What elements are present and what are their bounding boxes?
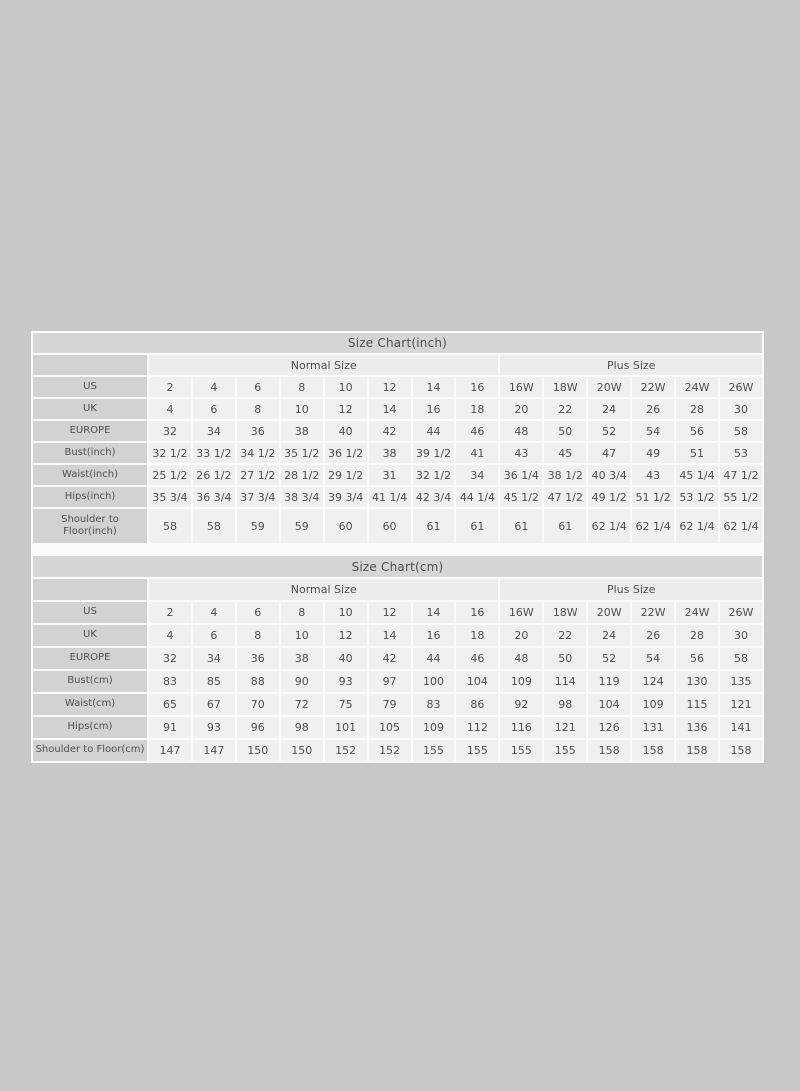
table-row	[33, 671, 762, 692]
size-value-cell: 35 3/4	[149, 487, 191, 507]
size-value-cell: 8	[237, 625, 279, 646]
chart-title-row	[33, 333, 762, 353]
size-value-cell: 158	[720, 740, 762, 761]
size-value-cell: 150	[237, 740, 279, 761]
size-value-cell: 4	[193, 377, 235, 397]
size-value-cell: 37 3/4	[237, 487, 279, 507]
size-value-cell: 105	[369, 717, 411, 738]
size-value-cell: 98	[544, 694, 586, 715]
size-value-cell: 14	[413, 377, 455, 397]
size-value-cell: 10	[281, 399, 323, 419]
size-value-cell: 28	[676, 625, 718, 646]
size-value-cell: 44	[413, 421, 455, 441]
size-value-cell: 40	[325, 648, 367, 669]
size-value-cell: 27 1/2	[237, 465, 279, 485]
size-value-cell: 14	[413, 602, 455, 623]
size-value-cell: 20	[500, 399, 542, 419]
size-value-cell: 109	[413, 717, 455, 738]
size-value-cell: 38	[369, 443, 411, 463]
size-value-cell: 88	[237, 671, 279, 692]
size-value-cell: 12	[369, 602, 411, 623]
size-value-cell: 47 1/2	[720, 465, 762, 485]
size-value-cell: 109	[632, 694, 674, 715]
size-value-cell: 26	[632, 625, 674, 646]
size-value-cell: 32	[149, 648, 191, 669]
table-row	[33, 465, 762, 485]
size-group-header: Plus Size	[500, 355, 762, 375]
row-label: Hips(cm)	[33, 717, 147, 738]
size-value-cell: 114	[544, 671, 586, 692]
size-value-cell: 8	[281, 602, 323, 623]
size-value-cell: 58	[193, 509, 235, 543]
size-value-cell: 4	[149, 399, 191, 419]
row-label: EUROPE	[33, 648, 147, 669]
size-value-cell: 60	[325, 509, 367, 543]
size-value-cell: 26W	[720, 377, 762, 397]
chart-title: Size Chart(cm)	[33, 556, 762, 577]
size-value-cell: 10	[281, 625, 323, 646]
size-value-cell: 130	[676, 671, 718, 692]
size-value-cell: 53 1/2	[676, 487, 718, 507]
size-value-cell: 52	[588, 648, 630, 669]
size-value-cell: 26W	[720, 602, 762, 623]
table-row	[33, 377, 762, 397]
size-value-cell: 47	[588, 443, 630, 463]
size-value-cell: 12	[325, 625, 367, 646]
size-value-cell: 45	[544, 443, 586, 463]
size-value-cell: 150	[281, 740, 323, 761]
size-value-cell: 50	[544, 421, 586, 441]
size-value-cell: 45 1/2	[500, 487, 542, 507]
size-value-cell: 79	[369, 694, 411, 715]
size-value-cell: 38 1/2	[544, 465, 586, 485]
size-value-cell: 72	[281, 694, 323, 715]
row-label: Waist(cm)	[33, 694, 147, 715]
size-value-cell: 51 1/2	[632, 487, 674, 507]
row-label: Shoulder to Floor(inch)	[33, 509, 147, 543]
size-value-cell: 16W	[500, 377, 542, 397]
size-value-cell: 30	[720, 625, 762, 646]
size-value-cell: 20W	[588, 377, 630, 397]
size-value-cell: 147	[149, 740, 191, 761]
size-value-cell: 39 1/2	[413, 443, 455, 463]
size-value-cell: 112	[456, 717, 498, 738]
size-value-cell: 38	[281, 648, 323, 669]
row-label: US	[33, 377, 147, 397]
size-value-cell: 83	[149, 671, 191, 692]
size-value-cell: 152	[369, 740, 411, 761]
size-value-cell: 24	[588, 625, 630, 646]
size-value-cell: 97	[369, 671, 411, 692]
size-value-cell: 96	[237, 717, 279, 738]
chart-title-row	[33, 556, 762, 577]
size-group-header: Plus Size	[500, 579, 762, 600]
size-value-cell: 54	[632, 421, 674, 441]
size-value-cell: 126	[588, 717, 630, 738]
size-value-cell: 36	[237, 421, 279, 441]
size-value-cell: 56	[676, 648, 718, 669]
size-value-cell: 2	[149, 602, 191, 623]
size-value-cell: 61	[456, 509, 498, 543]
size-value-cell: 28 1/2	[281, 465, 323, 485]
size-value-cell: 48	[500, 421, 542, 441]
size-value-cell: 91	[149, 717, 191, 738]
size-value-cell: 119	[588, 671, 630, 692]
table-row	[33, 421, 762, 441]
size-value-cell: 116	[500, 717, 542, 738]
corner-cell	[33, 579, 147, 600]
size-value-cell: 24W	[676, 377, 718, 397]
size-value-cell: 46	[456, 648, 498, 669]
size-value-cell: 33 1/2	[193, 443, 235, 463]
chart-title: Size Chart(inch)	[33, 333, 762, 353]
size-chart-panel	[31, 331, 764, 763]
size-value-cell: 40 3/4	[588, 465, 630, 485]
size-value-cell: 135	[720, 671, 762, 692]
size-value-cell: 70	[237, 694, 279, 715]
size-value-cell: 56	[676, 421, 718, 441]
size-value-cell: 22	[544, 399, 586, 419]
size-value-cell: 61	[544, 509, 586, 543]
size-value-cell: 44	[413, 648, 455, 669]
size-value-cell: 42	[369, 421, 411, 441]
size-value-cell: 152	[325, 740, 367, 761]
group-header-row	[33, 355, 762, 375]
size-value-cell: 10	[325, 602, 367, 623]
size-value-cell: 53	[720, 443, 762, 463]
size-value-cell: 24	[588, 399, 630, 419]
size-value-cell: 34	[193, 421, 235, 441]
size-value-cell: 136	[676, 717, 718, 738]
size-value-cell: 38 3/4	[281, 487, 323, 507]
size-value-cell: 12	[369, 377, 411, 397]
size-value-cell: 25 1/2	[149, 465, 191, 485]
size-value-cell: 44 1/4	[456, 487, 498, 507]
size-value-cell: 46	[456, 421, 498, 441]
table-row	[33, 648, 762, 669]
size-value-cell: 61	[413, 509, 455, 543]
table-row	[33, 625, 762, 646]
size-chart-table-cm	[31, 554, 764, 763]
size-value-cell: 100	[413, 671, 455, 692]
size-value-cell: 58	[149, 509, 191, 543]
size-value-cell: 16	[413, 399, 455, 419]
size-value-cell: 18	[456, 399, 498, 419]
table-row	[33, 717, 762, 738]
size-chart-table-inch	[31, 331, 764, 545]
table-row	[33, 487, 762, 507]
row-label: UK	[33, 399, 147, 419]
size-value-cell: 147	[193, 740, 235, 761]
size-value-cell: 24W	[676, 602, 718, 623]
size-value-cell: 67	[193, 694, 235, 715]
size-value-cell: 43	[500, 443, 542, 463]
row-label: US	[33, 602, 147, 623]
size-value-cell: 104	[588, 694, 630, 715]
row-label: UK	[33, 625, 147, 646]
size-value-cell: 36	[237, 648, 279, 669]
size-value-cell: 32 1/2	[149, 443, 191, 463]
size-group-header: Normal Size	[149, 579, 498, 600]
size-value-cell: 62 1/4	[588, 509, 630, 543]
size-value-cell: 59	[237, 509, 279, 543]
size-value-cell: 155	[544, 740, 586, 761]
size-value-cell: 26 1/2	[193, 465, 235, 485]
size-value-cell: 12	[325, 399, 367, 419]
size-value-cell: 59	[281, 509, 323, 543]
size-value-cell: 39 3/4	[325, 487, 367, 507]
size-value-cell: 62 1/4	[720, 509, 762, 543]
row-label: Hips(inch)	[33, 487, 147, 507]
size-value-cell: 101	[325, 717, 367, 738]
size-value-cell: 58	[720, 648, 762, 669]
size-value-cell: 75	[325, 694, 367, 715]
size-value-cell: 41	[456, 443, 498, 463]
size-value-cell: 18W	[544, 602, 586, 623]
size-value-cell: 62 1/4	[632, 509, 674, 543]
size-value-cell: 86	[456, 694, 498, 715]
size-value-cell: 16	[456, 377, 498, 397]
size-value-cell: 41 1/4	[369, 487, 411, 507]
table-row	[33, 399, 762, 419]
size-value-cell: 20	[500, 625, 542, 646]
size-value-cell: 131	[632, 717, 674, 738]
size-value-cell: 35 1/2	[281, 443, 323, 463]
size-value-cell: 65	[149, 694, 191, 715]
size-value-cell: 4	[193, 602, 235, 623]
size-value-cell: 62 1/4	[676, 509, 718, 543]
size-value-cell: 4	[149, 625, 191, 646]
size-value-cell: 26	[632, 399, 674, 419]
size-value-cell: 6	[237, 377, 279, 397]
size-value-cell: 10	[325, 377, 367, 397]
size-value-cell: 124	[632, 671, 674, 692]
size-value-cell: 47 1/2	[544, 487, 586, 507]
size-value-cell: 45 1/4	[676, 465, 718, 485]
size-value-cell: 22	[544, 625, 586, 646]
size-value-cell: 18W	[544, 377, 586, 397]
size-value-cell: 34	[193, 648, 235, 669]
size-value-cell: 6	[193, 625, 235, 646]
size-value-cell: 83	[413, 694, 455, 715]
size-value-cell: 92	[500, 694, 542, 715]
row-label: Shoulder to Floor(cm)	[33, 740, 147, 761]
size-value-cell: 18	[456, 625, 498, 646]
row-label: Bust(cm)	[33, 671, 147, 692]
size-value-cell: 38	[281, 421, 323, 441]
size-value-cell: 55 1/2	[720, 487, 762, 507]
table-row	[33, 694, 762, 715]
table-row	[33, 602, 762, 623]
size-value-cell: 43	[632, 465, 674, 485]
size-value-cell: 141	[720, 717, 762, 738]
size-value-cell: 6	[237, 602, 279, 623]
size-value-cell: 90	[281, 671, 323, 692]
size-value-cell: 158	[632, 740, 674, 761]
size-value-cell: 155	[456, 740, 498, 761]
table-row	[33, 443, 762, 463]
size-value-cell: 93	[325, 671, 367, 692]
size-value-cell: 36 1/2	[325, 443, 367, 463]
group-header-row	[33, 579, 762, 600]
size-value-cell: 14	[369, 399, 411, 419]
size-value-cell: 155	[500, 740, 542, 761]
size-value-cell: 32	[149, 421, 191, 441]
size-value-cell: 121	[720, 694, 762, 715]
row-label: Waist(inch)	[33, 465, 147, 485]
size-value-cell: 22W	[632, 602, 674, 623]
size-value-cell: 31	[369, 465, 411, 485]
size-value-cell: 40	[325, 421, 367, 441]
size-value-cell: 158	[676, 740, 718, 761]
size-value-cell: 32 1/2	[413, 465, 455, 485]
size-value-cell: 115	[676, 694, 718, 715]
size-value-cell: 6	[193, 399, 235, 419]
size-group-header: Normal Size	[149, 355, 498, 375]
row-label: EUROPE	[33, 421, 147, 441]
size-value-cell: 14	[369, 625, 411, 646]
size-value-cell: 48	[500, 648, 542, 669]
size-value-cell: 50	[544, 648, 586, 669]
size-value-cell: 60	[369, 509, 411, 543]
size-value-cell: 30	[720, 399, 762, 419]
size-value-cell: 20W	[588, 602, 630, 623]
size-value-cell: 16W	[500, 602, 542, 623]
corner-cell	[33, 355, 147, 375]
size-value-cell: 109	[500, 671, 542, 692]
size-value-cell: 16	[456, 602, 498, 623]
size-value-cell: 8	[281, 377, 323, 397]
size-value-cell: 16	[413, 625, 455, 646]
table-row	[33, 740, 762, 761]
size-value-cell: 158	[588, 740, 630, 761]
size-value-cell: 8	[237, 399, 279, 419]
size-value-cell: 85	[193, 671, 235, 692]
size-value-cell: 34 1/2	[237, 443, 279, 463]
size-value-cell: 155	[413, 740, 455, 761]
size-value-cell: 51	[676, 443, 718, 463]
size-value-cell: 58	[720, 421, 762, 441]
size-value-cell: 2	[149, 377, 191, 397]
table-row	[33, 509, 762, 543]
size-value-cell: 36 1/4	[500, 465, 542, 485]
size-value-cell: 54	[632, 648, 674, 669]
size-value-cell: 34	[456, 465, 498, 485]
size-value-cell: 28	[676, 399, 718, 419]
row-label: Bust(inch)	[33, 443, 147, 463]
size-value-cell: 22W	[632, 377, 674, 397]
size-value-cell: 29 1/2	[325, 465, 367, 485]
size-value-cell: 93	[193, 717, 235, 738]
size-value-cell: 61	[500, 509, 542, 543]
size-value-cell: 49	[632, 443, 674, 463]
size-value-cell: 49 1/2	[588, 487, 630, 507]
size-value-cell: 42	[369, 648, 411, 669]
size-value-cell: 42 3/4	[413, 487, 455, 507]
size-value-cell: 98	[281, 717, 323, 738]
size-value-cell: 36 3/4	[193, 487, 235, 507]
size-value-cell: 104	[456, 671, 498, 692]
size-value-cell: 52	[588, 421, 630, 441]
size-value-cell: 121	[544, 717, 586, 738]
